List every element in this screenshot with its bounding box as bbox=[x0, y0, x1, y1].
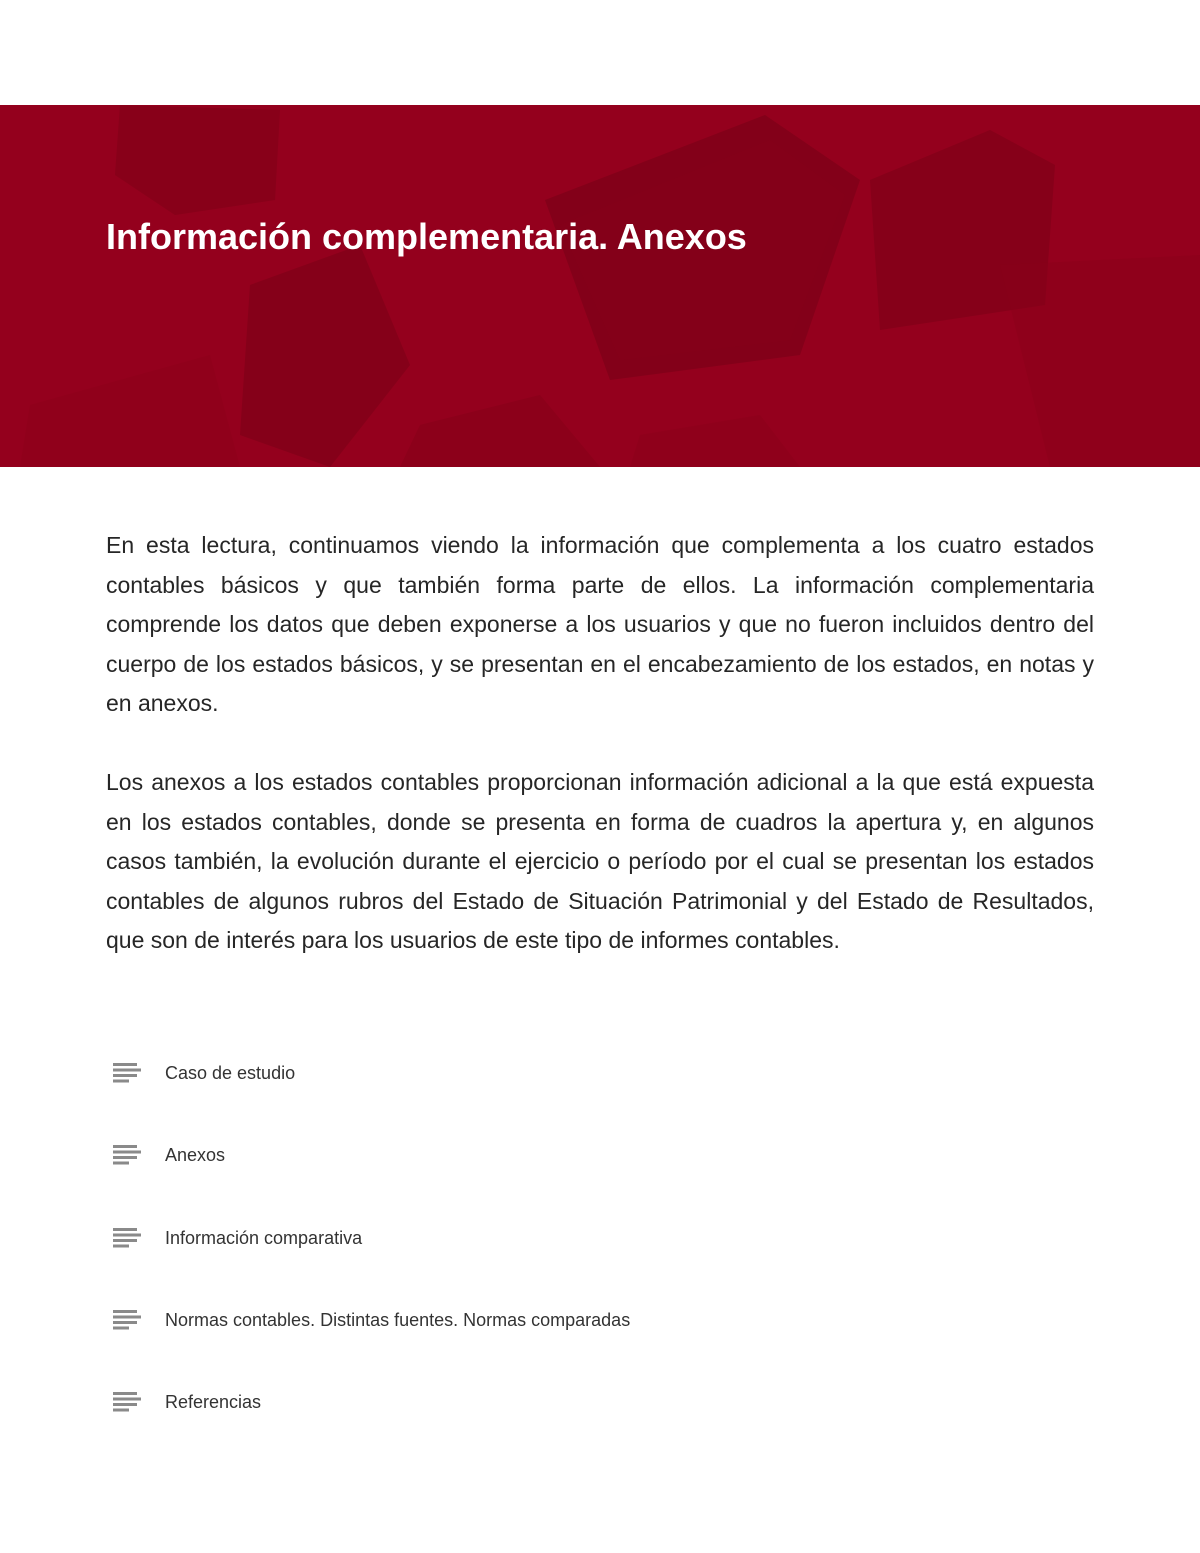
section-item-caso-de-estudio[interactable] bbox=[113, 1052, 1013, 1134]
text-lines-icon bbox=[113, 1392, 141, 1412]
section-label: Caso de estudio bbox=[165, 1063, 296, 1083]
text-lines-icon bbox=[113, 1310, 141, 1330]
section-item-anexos[interactable] bbox=[113, 1134, 1013, 1216]
hero-background-image bbox=[0, 105, 1200, 467]
section-label: Normas contables. Distintas fuentes. Normas comparadas bbox=[165, 1309, 631, 1330]
section-label: Información comparativa bbox=[165, 1227, 363, 1248]
section-item-normas-contables[interactable] bbox=[113, 1299, 1013, 1381]
section-label: Referencias bbox=[165, 1392, 262, 1413]
intro-paragraph: En esta lectura, continuamos viendo la información que complementa a los cuatro estados contables básicos y que también forma parte de ellos. La información complementaria comprende los datos que deben exponerse a los usuarios y que no fueron incluidos dentro del cuerpo de los estados básicos, y se presentan en el encabezamiento de los estados, en notas y en anexos. bbox=[106, 532, 1094, 717]
annex-paragraph: Los anexos a los estados contables proporcionan información adicional a la que está expuesta en los estados contables, donde se presenta en forma de cuadros la apertura y, en algunos casos también, la evolución durante el ejercicio o período por el cual se presentan los estados contables de algunos rubros del Estado de Situación Patrimonial y del Estado de Resultados, que son de interés para los usuarios de este tipo de informes contables. bbox=[106, 768, 1094, 954]
section-item-informacion-comparativa[interactable] bbox=[113, 1217, 1013, 1299]
section-list bbox=[113, 1052, 1013, 1463]
hero-banner bbox=[0, 105, 1200, 467]
section-item-referencias[interactable] bbox=[113, 1381, 1013, 1463]
section-label: Anexos bbox=[165, 1145, 226, 1166]
main-content bbox=[106, 526, 1094, 1000]
page-title: Información complementaria. Anexos bbox=[106, 216, 747, 257]
text-lines-icon bbox=[113, 1063, 141, 1083]
text-lines-icon bbox=[113, 1145, 141, 1165]
text-lines-icon bbox=[113, 1228, 141, 1248]
